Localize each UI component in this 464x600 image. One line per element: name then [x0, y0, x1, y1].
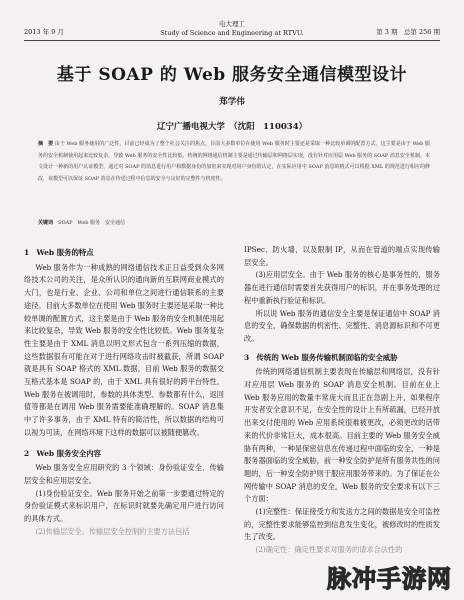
- section-2-paragraph-2: (1)身份验证安全。Web 服务开始之前第一步要通过特定的身份验证模式来标识用户，在标识时就要先确定用户进行访问的具体方式。: [24, 488, 224, 524]
- section-3-paragraph-2: (1)完整性：保证接受方和发送方之间的数据是安全可监控的，完整性要求能够监控到信息发生变化，被修改时的性质发生了改变。: [244, 507, 440, 542]
- paragraph-application-security: (3)应用层安全。由于 Web 服务的核心是事务性的，服务器在进行通信时需要首先获得用户的标识，并在事务处理的过程中重新执行验证和标识。: [244, 270, 440, 305]
- running-header: [24, 18, 440, 40]
- section-2-paragraph-1: Web 服务安全应用研究的 3 个领域：身份验证安全、传输层安全和应用层安全。: [24, 463, 224, 485]
- section-2-heading: 2 Web 服务安全内容: [24, 448, 102, 458]
- paragraph-summary: 所以说 Web 服务的通信安全主要是保证通信中 SOAP 消息的安全，确保数据的机密性、完整性、消息源标识和不可更改。: [244, 308, 440, 343]
- header-journal-en: Study of Science and Engineering at RTVU.: [160, 29, 304, 37]
- paper-affiliation: 辽宁广播电视大学 （沈阳 110034）: [156, 122, 308, 132]
- section-3-paragraph-1: 传统的网络通信机制主要表现在传输层和网络层，没有针对应用层 Web 服务的 SOAP 消息安全机制。目前在业上 Web 服务应用的数量丰常庞大而且正在急剧上升，如果程序开发者安全意识不足，在安全性的设计上有所疏漏，已经开放出来交付使用的 Web 应用系统很难被更改，必须更改的话带来的代价非常巨大，成本很高。目前主要的 Web 服务安全威胁有两种，一种是保密信息在传递过程中面临的安全，一种是服务器面临的安全威胁，前一种安全防护是所有服务共性的问题的，后一种安全防护则于服应用服务带来的。为了保证在公网传输中 SOAP 消息的安全，Web 服务的安全要求有以下三个方面：: [244, 367, 440, 504]
- header-rule: [24, 40, 440, 41]
- section-3-heading: 3 传统的 Web 服务传输机制面临的安全威胁: [244, 352, 398, 362]
- section-1-paragraph: Web 服务作为一种成熟的网络通信技术正日益受到众多网络技术公司的关注，是众所认识的通向新的互联网商业模式的大门，也是行业、企业、公司和单位之间进行通信联系的主要途径。目前大多数单位在使用 Web 服务时主要还是采取一种比较单调的配置方式，这主要是由于 Web 服务的安全机制使用起来比较复杂，导致 Web 服务的安全性比较低。Web 服务复杂性主要是由于 XML 消息以明文形式包含一系列压缩的数据，这些数据很有可能在对于进行网络攻击时被截获，所谓 SOAP 就是具有 SOAP 格式的 XML 数据，目前 Web 服务的数据交互格式基本是 SOAP 的，由于 XML 具有很好的跨平台特性，Web 服务在被调用时，参数的具体类型、参数都有什么，返回值等都是在调用 Web 服务需要能准确理解的。SOAP 消息集中了许多事务，由于 XML 特有的简洁性，所以数据的结构可以视为可读，在网络环境下这样的数据可以被随便篡改。: [24, 262, 224, 437]
- header-issue: 第 3 期 总第 256 期: [376, 28, 440, 36]
- site-watermark: 脉冲手游网: [327, 565, 452, 593]
- keywords: [38, 219, 430, 226]
- paper-author: 郑学伟: [219, 97, 245, 107]
- keywords-label: 关键词: [38, 220, 54, 226]
- paragraph-transport-end: IPSec、防火墙，以及限制 IP，从而在管道的端点实现传输层安全。: [244, 245, 440, 267]
- abstract-text: 由于 Web 服务使用的广泛性，目前已经成为了整个社会关注的焦点，目前大多数单位在使用 Web 服务时主要还是采取一种比较单调的配置方式，这主要是由于 Web 服务的安全机制使用起来比较复杂，导致 Web 服务的安全性比较低，传统的网络通信机制主要是通过传输层和网络层实现，没有针对应用层 Web 服务的 SOAP 消息安全机制，本文设计一种新的用户认证模型，通过对 SOAP 的消息进行用户和数据身份的加密来实现对用户身份的认定，在实际应用中 SOAP 消息的格式可以根据 XML 的规范进行相应的修改，该模型可以保证 SOAP 消息在传送过程中信息的安全与良好的完整性与机密性。: [38, 141, 431, 183]
- header-journal-cn: 电大理工: [219, 20, 245, 28]
- section-2-paragraph-3: (2)传输层安全。传输层安全控制的主要方法包括: [35, 526, 190, 536]
- right-column: [244, 244, 440, 557]
- left-column: [24, 244, 224, 538]
- abstract-label: 摘 要: [38, 141, 54, 147]
- section-1-heading: 1 Web 服务的特点: [24, 248, 94, 257]
- paper-title: 基于 SOAP 的 Web 服务安全通信模型设计: [56, 65, 408, 85]
- section-3-paragraph-3: (2)确定性：确定性要求对服务的请求合法性的: [255, 545, 403, 555]
- abstract: [38, 139, 430, 186]
- header-date: 2013 年 9 月: [24, 28, 64, 36]
- keywords-text: SOAP Web 服务 安全通信: [58, 220, 126, 226]
